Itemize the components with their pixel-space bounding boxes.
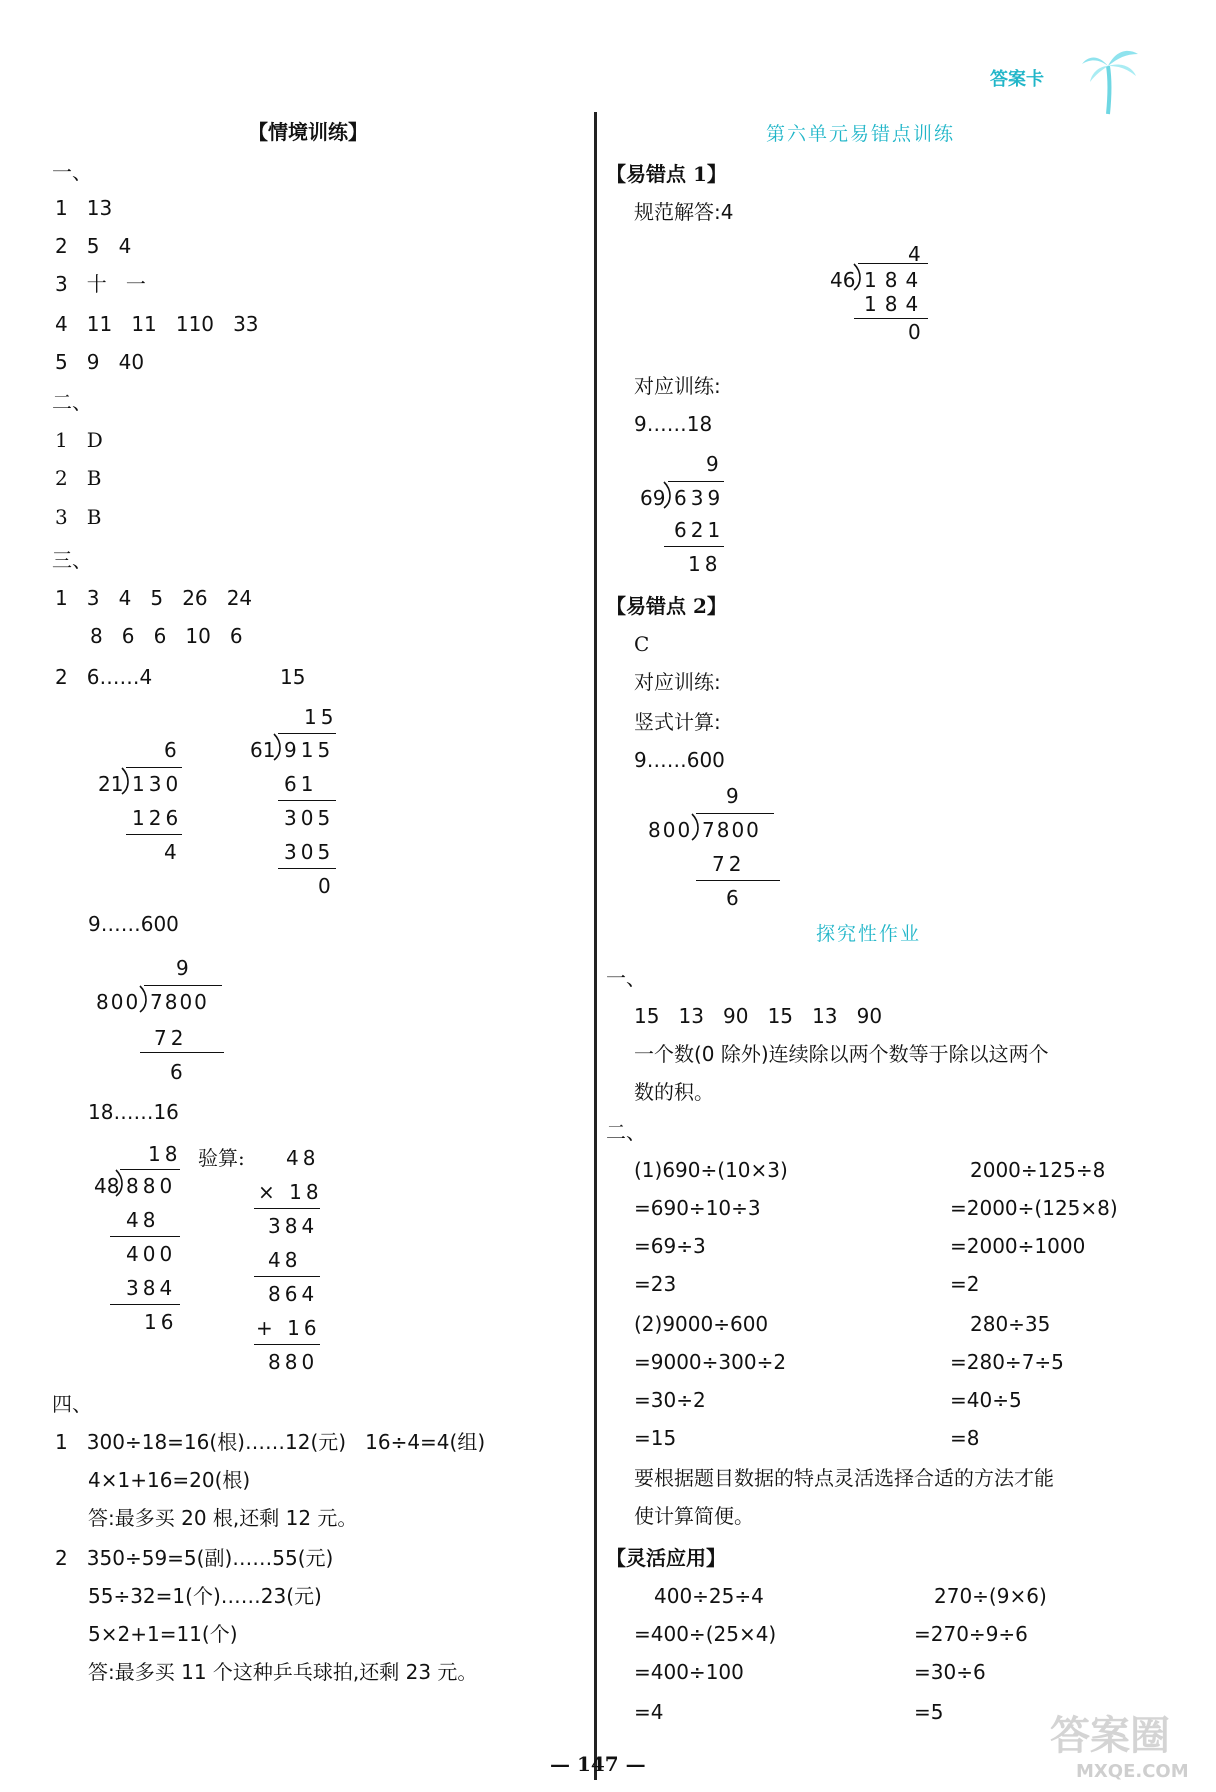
r1-top-line <box>858 263 928 264</box>
div1-quotient: 6 <box>164 738 177 762</box>
section-4-label: 四、 <box>52 1392 92 1416</box>
r2-bracket <box>662 480 674 510</box>
div4-remainder: 16 <box>144 1310 178 1334</box>
r2-top-line <box>668 481 724 482</box>
sec4-row-7: 答:最多买 11 个这种乒乓球拍,还剩 23 元。 <box>88 1660 478 1684</box>
mult-sum: 880 <box>268 1350 319 1374</box>
sec4-row-4: 2 350÷59=5(副)……55(元) <box>55 1546 334 1570</box>
e2-left-7: =30÷2 <box>634 1388 706 1412</box>
div4-line2 <box>110 1304 180 1305</box>
div1-dividend: 130 <box>132 772 183 796</box>
sec3-q2-b: 15 <box>280 665 306 689</box>
mult-p1: 384 <box>268 1214 319 1238</box>
sec4-row-5: 55÷32=1(个)……23(元) <box>88 1584 322 1608</box>
r3-dividend: 7800 <box>702 818 761 842</box>
div1-line <box>126 834 182 835</box>
e2-right-1: 2000÷125÷8 <box>970 1158 1106 1182</box>
div2-sub1: 61 <box>284 772 318 796</box>
explore-2-text1: 要根据题目数据的特点灵活选择合适的方法才能 <box>634 1466 1054 1490</box>
train1-label: 对应训练: <box>634 374 721 398</box>
unit-title: 第六单元易错点训练 <box>766 123 956 145</box>
r2-divisor: 69 <box>640 486 666 510</box>
e2-left-1: (1)690÷(10×3) <box>634 1158 788 1182</box>
e2-left-5: (2)9000÷600 <box>634 1312 769 1336</box>
r3-line <box>696 880 780 881</box>
sec4-row-6: 5×2+1=11(个) <box>88 1622 238 1646</box>
column-divider <box>594 112 597 1780</box>
section-1-label: 一、 <box>52 160 92 184</box>
apply-right-2: =270÷9÷6 <box>914 1622 1028 1646</box>
explore-1-text1: 一个数(0 除外)连续除以两个数等于除以这两个 <box>634 1042 1049 1066</box>
train1-answer: 9……18 <box>634 412 713 436</box>
e2-right-3: =2000÷1000 <box>950 1234 1086 1258</box>
div1-top-line <box>126 767 182 768</box>
div4-bracket <box>114 1168 126 1198</box>
sec1-row-4: 4 11 11 110 33 <box>55 312 259 336</box>
apply-right-1: 270÷(9×6) <box>934 1584 1047 1608</box>
div2-line1 <box>278 800 336 801</box>
sec4-row-3: 答:最多买 20 根,还剩 12 元。 <box>88 1506 358 1530</box>
sec2-row-3: 3 B <box>55 505 102 529</box>
div1-divisor: 21 <box>98 772 124 796</box>
check-label: 验算: <box>198 1146 245 1170</box>
div2-top-line <box>278 733 336 734</box>
p2-title: 【易错点 2】 <box>606 594 727 618</box>
apply-left-1: 400÷25÷4 <box>654 1584 764 1608</box>
div3-top-line <box>144 985 222 986</box>
sec4-row-1: 1 300÷18=16(根)……12(元) 16÷4=4(组) <box>55 1430 486 1454</box>
sec1-row-2: 2 5 4 <box>55 234 132 258</box>
r1-dividend: 184 <box>864 268 927 292</box>
div1-bracket <box>120 766 132 796</box>
div1-sub: 126 <box>132 806 183 830</box>
r1-divisor: 46 <box>830 268 856 292</box>
mult-a: 48 <box>286 1146 320 1170</box>
r1-quotient: 4 <box>908 242 921 266</box>
mult-line1 <box>254 1208 320 1209</box>
explore-2-label: 二、 <box>606 1120 646 1144</box>
apply-left-3: =400÷100 <box>634 1660 744 1684</box>
calc-label: 竖式计算: <box>634 710 721 734</box>
div4-top-line <box>120 1169 180 1170</box>
p2-answer: C <box>634 632 650 656</box>
sec1-row-1: 1 13 <box>55 196 113 220</box>
div3-divisor: 800 <box>96 990 141 1014</box>
e2-left-6: =9000÷300÷2 <box>634 1350 787 1374</box>
e2-left-4: =23 <box>634 1272 677 1296</box>
section-3-label: 三、 <box>52 548 92 572</box>
explore-1-text2: 数的积。 <box>634 1080 714 1104</box>
div3-bracket <box>138 984 150 1014</box>
e2-right-5: 280÷35 <box>970 1312 1051 1336</box>
div2-sub2: 305 <box>284 806 335 830</box>
r1-sub: 184 <box>864 292 927 316</box>
mult-b: × 18 <box>258 1180 323 1204</box>
r2-remainder: 18 <box>688 552 722 576</box>
e2-right-4: =2 <box>950 1272 980 1296</box>
div2-remainder: 0 <box>318 874 331 898</box>
div2-divisor: 61 <box>250 738 276 762</box>
sec3-row-1: 1 3 4 5 26 24 <box>55 586 253 610</box>
e2-left-2: =690÷10÷3 <box>634 1196 761 1220</box>
section-2-label: 二、 <box>52 390 92 414</box>
explore-1-nums: 15 13 90 15 13 90 <box>634 1004 883 1028</box>
sec1-row-3: 3 十 一 <box>55 272 146 296</box>
mult-line2 <box>254 1276 320 1277</box>
r3-quotient: 9 <box>726 784 739 808</box>
r3-remainder: 6 <box>726 886 739 910</box>
apply-title: 【灵活应用】 <box>606 1546 726 1570</box>
e2-right-2: =2000÷(125×8) <box>950 1196 1118 1220</box>
r3-top-line <box>696 813 774 814</box>
q3-answer: 9……600 <box>88 912 179 936</box>
div1-remainder: 4 <box>164 840 177 864</box>
div2-sub3: 305 <box>284 840 335 864</box>
apply-left-4: =4 <box>634 1700 664 1724</box>
div4-divisor: 48 <box>94 1174 120 1198</box>
mult-p: 864 <box>268 1282 319 1306</box>
r1-remainder: 0 <box>908 320 921 344</box>
apply-right-3: =30÷6 <box>914 1660 986 1684</box>
sec4-row-2: 4×1+16=20(根) <box>88 1468 251 1492</box>
watermark-url: MXQE.COM <box>1076 1761 1189 1782</box>
div3-dividend: 7800 <box>150 990 209 1014</box>
div4-line1 <box>110 1236 180 1237</box>
sec2-row-1: 1 D <box>55 428 103 452</box>
apply-right-4: =5 <box>914 1700 944 1724</box>
div3-line <box>140 1052 224 1053</box>
div3-sub: 72 <box>154 1026 188 1050</box>
e2-right-7: =40÷5 <box>950 1388 1022 1412</box>
r2-quotient: 9 <box>706 452 719 476</box>
div2-quotient: 15 <box>304 705 338 729</box>
palm-tree-icon <box>1080 44 1140 116</box>
answer-card-badge: 答案卡 <box>990 69 1044 90</box>
r2-dividend: 639 <box>674 486 725 510</box>
div3-quotient: 9 <box>176 956 189 980</box>
sec1-row-5: 5 9 40 <box>55 350 145 374</box>
mult-add: + 16 <box>256 1316 321 1340</box>
mult-line3 <box>254 1344 320 1345</box>
sec2-row-2: 2 B <box>55 466 102 490</box>
div4-sub1: 48 <box>126 1208 160 1232</box>
div2-line2 <box>278 868 336 869</box>
e2-right-6: =280÷7÷5 <box>950 1350 1064 1374</box>
watermark: 答案圈 <box>1050 1713 1170 1759</box>
e2-left-8: =15 <box>634 1426 677 1450</box>
sec3-row-1b: 8 6 6 10 6 <box>90 624 243 648</box>
div3-remainder: 6 <box>170 1060 183 1084</box>
e2-right-8: =8 <box>950 1426 980 1450</box>
r3-bracket <box>690 812 702 842</box>
page-number: — 147 — <box>550 1752 646 1776</box>
div2-bracket <box>272 732 284 762</box>
e2-left-3: =69÷3 <box>634 1234 706 1258</box>
div4-sub2: 400 <box>126 1242 177 1266</box>
apply-left-2: =400÷(25×4) <box>634 1622 777 1646</box>
explore-2-text2: 使计算简便。 <box>634 1504 754 1528</box>
div2-dividend: 915 <box>284 738 335 762</box>
div4-sub3: 384 <box>126 1276 177 1300</box>
r3-divisor: 800 <box>648 818 693 842</box>
p1-answer: 规范解答:4 <box>634 200 734 224</box>
r1-bracket <box>852 262 864 292</box>
r1-line <box>854 318 928 319</box>
sec3-q2: 2 6……4 <box>55 665 153 689</box>
r3-sub: 72 <box>712 852 746 876</box>
calc-answer: 9……600 <box>634 748 725 772</box>
r2-sub: 621 <box>674 518 725 542</box>
q4-answer: 18……16 <box>88 1100 179 1124</box>
div4-dividend: 880 <box>126 1174 177 1198</box>
train2-label: 对应训练: <box>634 670 721 694</box>
explore-1-label: 一、 <box>606 966 646 990</box>
left-title: 【情境训练】 <box>248 120 368 144</box>
r2-line <box>664 546 724 547</box>
p1-title: 【易错点 1】 <box>606 162 727 186</box>
mult-p2: 48 <box>268 1248 302 1272</box>
explore-title: 探究性作业 <box>816 923 922 945</box>
div4-quotient: 18 <box>148 1142 182 1166</box>
